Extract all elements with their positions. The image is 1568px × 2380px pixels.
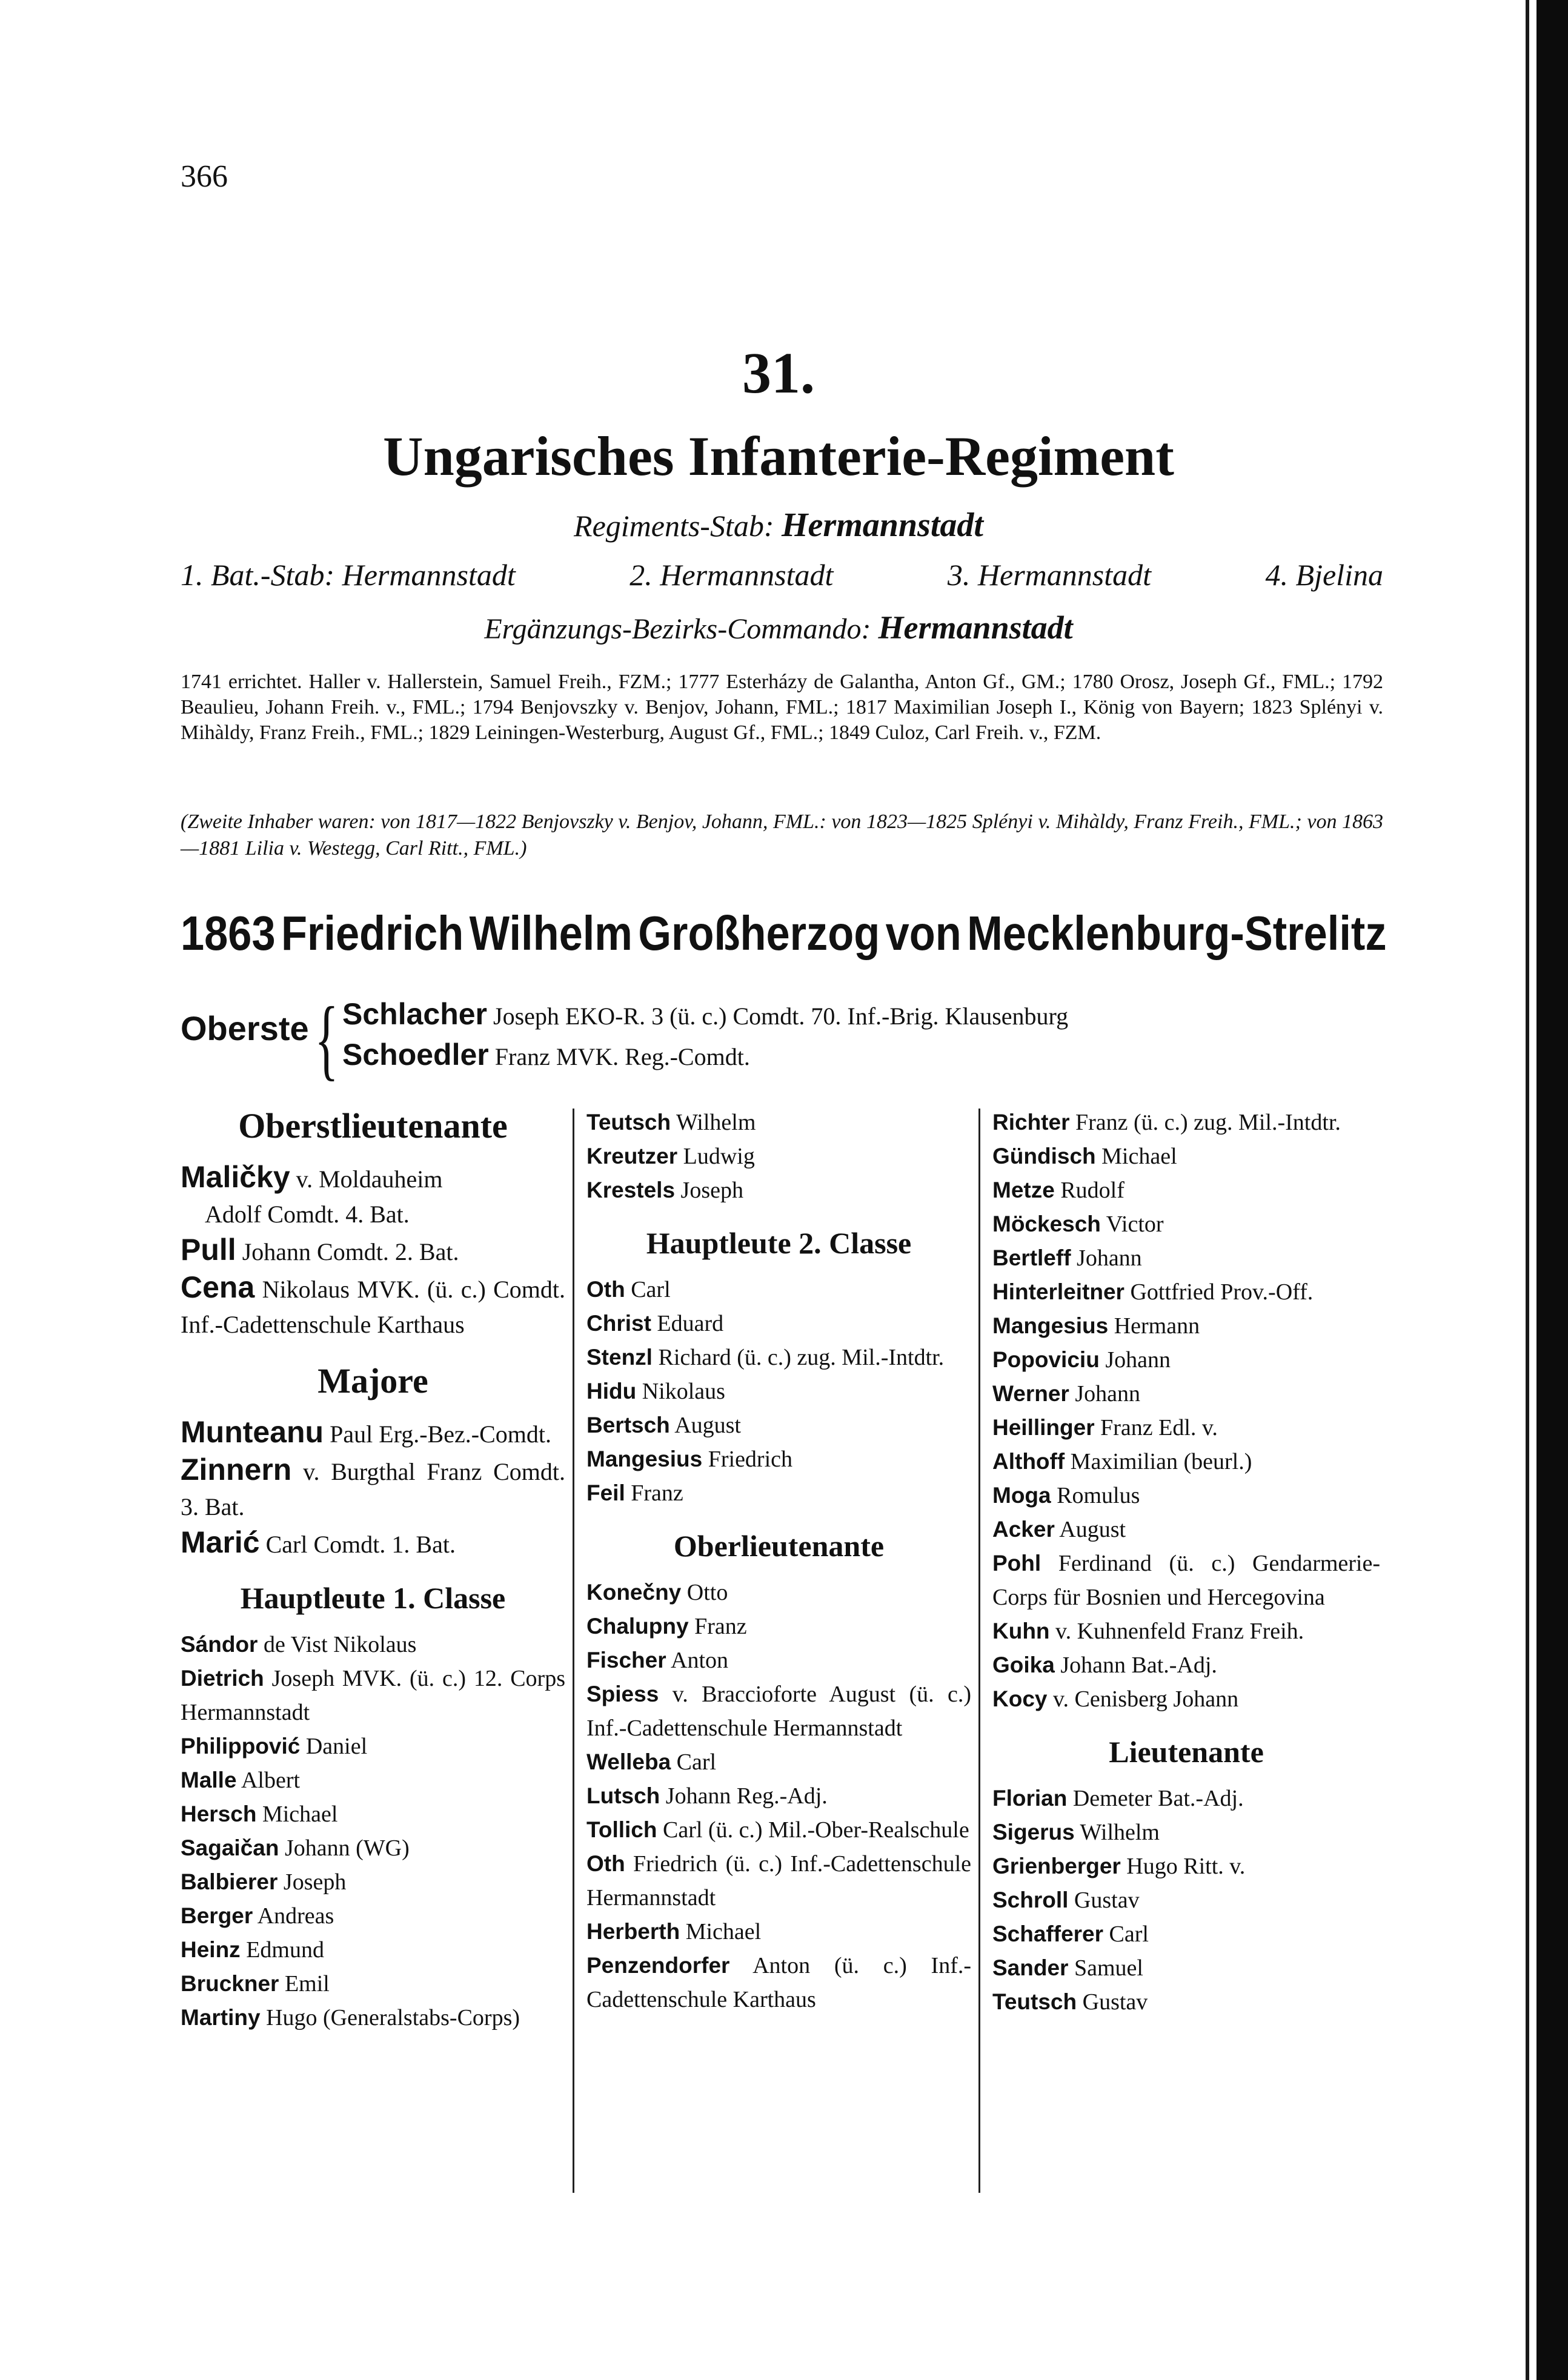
roster-entry (586, 1139, 971, 1173)
officer-surname: Richter (992, 1110, 1070, 1135)
officer-surname: Mangesius (992, 1313, 1109, 1338)
officer-details: Demeter Bat.-Adj. (1072, 1786, 1244, 1811)
officer-details: Wilhelm (676, 1110, 756, 1135)
roster-entry (992, 1782, 1380, 1815)
officer-details: Franz Edl. v. (1100, 1415, 1218, 1440)
officer-surname: Teutsch (586, 1110, 671, 1135)
roster-entry (586, 1341, 971, 1374)
officer-surname: Florian (992, 1786, 1068, 1811)
officer-surname: Kocy (992, 1686, 1048, 1711)
roster-entry (992, 1241, 1380, 1275)
officer-details: August (674, 1413, 741, 1438)
officer-details: Victor (1106, 1212, 1164, 1237)
section-heading: Majore (317, 1361, 428, 1400)
oberste-label: Oberste (181, 1009, 309, 1047)
roster-entry (992, 1377, 1380, 1411)
officer-details: Eduard (657, 1311, 724, 1336)
officer-details: Anton (671, 1648, 729, 1673)
officer-details: Michael (1101, 1144, 1177, 1169)
roster-entry (181, 1662, 565, 1729)
officer-details: Joseph MVK. (ü. c.) 12. Corps Hermannstadt (181, 1666, 565, 1725)
officer-details: Carl (1109, 1921, 1149, 1947)
owner-word: 1863 (181, 906, 276, 960)
roster-column-3 (992, 1105, 1380, 2019)
officer-surname: Malle (181, 1768, 237, 1792)
column-divider (978, 1109, 980, 2193)
officer-details: v. Cenisberg Johann (1052, 1686, 1239, 1712)
officer-surname: Grienberger (992, 1854, 1121, 1878)
officer-surname: Goika (992, 1652, 1055, 1677)
roster-entry (586, 1677, 971, 1745)
roster-entry (992, 1139, 1380, 1173)
officer-details: Carl Comdt. 1. Bat. (265, 1531, 456, 1558)
roster-entry (992, 1917, 1380, 1951)
officer-details: Nikolaus MVK. (ü. c.) Comdt. Inf.-Cadettenschule Karthaus (181, 1276, 566, 1338)
officer-surname: Maličky (181, 1160, 290, 1194)
officer-surname: Konečny (586, 1580, 682, 1605)
page-edge-border (1536, 0, 1568, 2380)
officer-surname: Teutsch (992, 1989, 1077, 2014)
officer-surname: Moga (992, 1483, 1051, 1508)
officer-surname: Althoff (992, 1449, 1065, 1474)
regiment-owner (181, 906, 1387, 961)
roster-entry (992, 1682, 1380, 1716)
officer-surname: Bruckner (181, 1971, 279, 1996)
officer-surname: Berger (181, 1903, 253, 1928)
officer-surname: Metze (992, 1178, 1055, 1202)
officer-surname: Sagaičan (181, 1835, 279, 1860)
battalion-stations (181, 557, 1383, 592)
officer-surname: Popoviciu (992, 1347, 1100, 1372)
officer-surname: Krestels (586, 1178, 676, 1202)
ergaenzung-label: Ergänzungs-Bezirks-Commando: (484, 613, 871, 645)
roster-entry (586, 1915, 971, 1949)
officer-details: Hermann (1114, 1313, 1200, 1339)
section-heading: Hauptleute 1. Classe (240, 1581, 506, 1615)
roster-entry (181, 1159, 565, 1232)
officer-surname: Welleba (586, 1749, 671, 1774)
officer-surname: Kuhn (992, 1619, 1050, 1643)
roster-entry (992, 1815, 1380, 1849)
officer-details: Hugo (Generalstabs-Corps) (266, 2005, 520, 2030)
officer-details: Johann (1075, 1381, 1140, 1407)
officer-details: Carl (676, 1749, 717, 1775)
officer-surname: Bertleff (992, 1245, 1071, 1270)
officer-surname: Feil (586, 1480, 625, 1505)
officer-surname: Cena (181, 1270, 255, 1304)
section-heading: Oberlieutenante (673, 1529, 885, 1563)
officer-surname: Schafferer (992, 1921, 1104, 1946)
officer-surname: Pohl (992, 1551, 1041, 1576)
officer-surname: Heinz (181, 1937, 241, 1962)
officer-surname: Dietrich (181, 1666, 264, 1691)
officer-surname: Zinnern (181, 1453, 292, 1487)
officer-surname: Werner (992, 1381, 1069, 1406)
officer-surname: Chalupny (586, 1614, 689, 1639)
officer-surname: Pull (181, 1233, 236, 1267)
roster-entry (992, 1105, 1380, 1139)
officer-details: de Vist Nikolaus (263, 1632, 417, 1657)
officer-surname: Kreutzer (586, 1144, 678, 1168)
roster-entry (586, 1949, 971, 2017)
roster-entry (992, 1883, 1380, 1917)
roster-entry (586, 1779, 971, 1813)
column-divider (573, 1109, 574, 2193)
officer-details: Ludwig (683, 1144, 755, 1169)
officer-surname: Sigerus (992, 1820, 1075, 1845)
officer-details: Albert (241, 1768, 301, 1793)
battalion-1: 1. Bat.-Stab: Hermannstadt (181, 558, 516, 592)
officer-details: Carl (ü. c.) Mil.-Ober-Realschule (662, 1817, 969, 1843)
roster-entry (586, 1173, 971, 1207)
roster-entry (586, 1442, 971, 1476)
brace-symbol: { (314, 989, 339, 1089)
roster-entry (992, 1951, 1380, 1985)
oberst-name: Schoedler (342, 1038, 489, 1072)
officer-details: Hugo Ritt. v. (1126, 1854, 1246, 1879)
roster-entry (586, 1273, 971, 1307)
roster-entry (181, 1797, 565, 1831)
page-edge-line (1526, 0, 1529, 2380)
roster-entry (992, 1445, 1380, 1479)
regiments-stab-place: Hermannstadt (782, 506, 983, 544)
officer-details: Daniel (305, 1734, 368, 1759)
roster-entry (586, 1476, 971, 1510)
roster-entry (992, 1207, 1380, 1241)
officer-surname: Marić (181, 1525, 260, 1559)
officer-details: Samuel (1074, 1955, 1143, 1981)
roster-entry (586, 1813, 971, 1847)
oberst-detail: Franz MVK. Reg.-Comdt. (494, 1043, 750, 1070)
oberst-name: Schlacher (342, 997, 488, 1031)
officer-surname: Spiess (586, 1682, 659, 1706)
roster-entry (181, 1270, 565, 1342)
owner-word: Großherzog (638, 906, 880, 960)
ergaenzung-place: Hermannstadt (878, 609, 1073, 646)
officer-details: Emil (284, 1971, 330, 1997)
officer-surname: Hidu (586, 1379, 637, 1404)
roster-entry (992, 1546, 1380, 1614)
officer-surname: Hinterleitner (992, 1279, 1125, 1304)
officer-surname: Munteanu (181, 1415, 324, 1449)
roster-entry (181, 1899, 565, 1933)
officer-details: Franz (631, 1480, 683, 1506)
roster-entry (181, 1232, 565, 1270)
officer-surname: Hersch (181, 1802, 257, 1826)
officer-details: Carl (631, 1277, 671, 1302)
roster-entry (992, 1849, 1380, 1883)
officer-surname: Fischer (586, 1648, 666, 1672)
roster-entry (586, 1576, 971, 1609)
section-heading: Hauptleute 2. Classe (646, 1226, 912, 1260)
roster-entry (992, 1985, 1380, 2019)
officer-details: v. Braccioforte August (ü. c.) Inf.-Cadettenschule Hermannstadt (586, 1682, 971, 1741)
officer-details: Friedrich (708, 1447, 793, 1472)
officer-details: Wilhelm (1080, 1820, 1160, 1845)
roster-entry (992, 1513, 1380, 1546)
regiments-stab-label: Regiments-Stab: (574, 509, 774, 543)
officer-details: Nikolaus (642, 1379, 725, 1404)
officer-details: Johann (WG) (284, 1835, 410, 1861)
ergaenzungs-commando (176, 609, 1381, 646)
battalion-4: 4. Bjelina (1265, 558, 1383, 592)
regiment-title: Ungarisches Infanterie-Regiment (383, 425, 1174, 487)
officer-details: Paul Erg.-Bez.-Comdt. (330, 1420, 551, 1448)
roster-entry (992, 1648, 1380, 1682)
officer-details: Gustav (1074, 1888, 1140, 1913)
officer-surname: Sander (992, 1955, 1069, 1980)
officer-details: Richard (ü. c.) zug. Mil.-Intdtr. (658, 1345, 945, 1370)
regiment-number: 31. (742, 340, 815, 405)
officer-surname: Stenzl (586, 1345, 653, 1370)
officer-details: v. Kuhnenfeld Franz Freih. (1055, 1619, 1304, 1644)
roster-column-1 (181, 1105, 565, 2035)
officer-surname: Mangesius (586, 1447, 703, 1471)
roster-column-2 (586, 1105, 971, 2017)
officer-details: Friedrich (ü. c.) Inf.-Cadettenschule Hermannstadt (586, 1851, 971, 1911)
owner-word: von (885, 906, 962, 960)
officer-details: Otto (686, 1580, 728, 1605)
officer-details: Rudolf (1060, 1178, 1125, 1203)
roster-entry (992, 1411, 1380, 1445)
officer-details: Johann Reg.-Adj. (665, 1783, 828, 1809)
roster-entry (586, 1374, 971, 1408)
officer-surname: Sándor (181, 1632, 258, 1657)
roster-entry (181, 1831, 565, 1865)
roster-entry (992, 1309, 1380, 1343)
oberst-row (342, 996, 1068, 1032)
officer-surname: Philippović (181, 1734, 301, 1758)
roster-entry (181, 1729, 565, 1763)
roster-entry (181, 1933, 565, 1967)
owner-word: Wilhelm (469, 906, 633, 960)
battalion-3: 3. Hermannstadt (947, 558, 1152, 592)
roster-entry (992, 1173, 1380, 1207)
section-heading: Lieutenante (1109, 1735, 1264, 1769)
officer-surname: Balbierer (181, 1869, 278, 1894)
officer-surname: Christ (586, 1311, 651, 1336)
officer-surname: Lutsch (586, 1783, 660, 1808)
officer-surname: Möckesch (992, 1212, 1101, 1236)
regiment-history: 1741 errichtet. Haller v. Hallerstein, Samuel Freih., FZM.; 1777 Esterházy de Galantha, Anton Gf., GM.; 1780 Orosz, Joseph Gf., FML.; 1792 Beaulieu, Johann Freih. v., FML.; 1794 Benjovszky v. Benjov, Johann, FML.; 1817 Maximilian Joseph I., König von Bayern; 1823 Splényi v. Mihàldy, Franz Freih., FML.; 1829 Leiningen-Westerburg, August Gf., FML.; 1849 Culoz, Carl Freih. v., FZM. (181, 671, 1383, 744)
roster-entry (586, 1643, 971, 1677)
roster-entry (181, 1865, 565, 1899)
roster-entry (181, 1628, 565, 1662)
officer-surname: Acker (992, 1517, 1055, 1542)
oberst-row (342, 1037, 750, 1072)
roster-entry (992, 1343, 1380, 1377)
roster-entry (181, 2001, 565, 2035)
officer-surname: Martiny (181, 2005, 261, 2030)
roster-entry (181, 1967, 565, 2001)
officer-details: Franz (694, 1614, 747, 1639)
officer-details: Michael (262, 1802, 338, 1827)
officer-details: Michael (685, 1919, 762, 1944)
officer-details: Franz (ü. c.) zug. Mil.-Intdtr. (1075, 1110, 1341, 1135)
roster-entry (586, 1847, 971, 1915)
officer-details: Edmund (246, 1937, 324, 1963)
officer-surname: Oth (586, 1277, 625, 1302)
officer-surname: Schroll (992, 1888, 1069, 1912)
owner-word: Friedrich (281, 906, 464, 960)
officer-surname: Herberth (586, 1919, 680, 1944)
officer-details: Maximilian (beurl.) (1070, 1449, 1252, 1474)
roster-entry (586, 1609, 971, 1643)
second-owners: (Zweite Inhaber waren: von 1817—1822 Benjovszky v. Benjov, Johann, FML.: von 1823—1825 Splényi v. Mihàldy, Franz Freih., FML.; von 1863—1881 Lilia v. Westegg, Carl Ritt., FML.) (181, 810, 1383, 860)
officer-details: Gustav (1082, 1989, 1148, 2015)
roster-entry (181, 1452, 565, 1525)
roster-entry (992, 1479, 1380, 1513)
battalion-2: 2. Hermannstadt (630, 558, 834, 592)
section-heading: Oberstlieutenante (238, 1106, 508, 1145)
officer-details: Ferdinand (ü. c.) Gendarmerie-Corps für Bosnien und Hercegovina (992, 1551, 1380, 1610)
roster-entry (992, 1275, 1380, 1309)
roster-entry (586, 1307, 971, 1341)
officer-surname: Bertsch (586, 1413, 670, 1437)
page-number: 366 (181, 159, 228, 194)
officer-details: Romulus (1057, 1483, 1140, 1508)
officer-details: Johann Comdt. 2. Bat. (242, 1238, 459, 1265)
officer-details: Andreas (257, 1903, 334, 1929)
officer-details: Joseph (283, 1869, 347, 1895)
officer-details: Johann (1105, 1347, 1171, 1373)
roster-entry (992, 1614, 1380, 1648)
officer-details: Gottfried Prov.-Off. (1130, 1279, 1314, 1305)
officer-details: v. Moldauheim (296, 1165, 443, 1193)
owner-word: Mecklenburg-Strelitz (967, 906, 1387, 960)
roster-entry (181, 1414, 565, 1452)
regiments-stab (176, 506, 1381, 545)
officer-details: Johann (1077, 1245, 1142, 1271)
officer-surname: Heillinger (992, 1415, 1095, 1440)
roster-entry (181, 1763, 565, 1797)
officer-surname: Oth (586, 1851, 625, 1876)
roster-entry (586, 1408, 971, 1442)
officer-surname: Tollich (586, 1817, 657, 1842)
roster-entry (586, 1745, 971, 1779)
oberst-detail: Joseph EKO-R. 3 (ü. c.) Comdt. 70. Inf.-Brig. Klausenburg (493, 1003, 1069, 1030)
roster-entry (586, 1105, 971, 1139)
officer-details: Anton (ü. c.) Inf.-Cadettenschule Karthaus (586, 1953, 972, 2012)
officer-details: v. Burgthal Franz Comdt. 3. Bat. (181, 1458, 566, 1520)
roster-entry (181, 1525, 565, 1562)
officer-details: Joseph (680, 1178, 743, 1203)
officer-surname: Gündisch (992, 1144, 1096, 1168)
officer-details: August (1059, 1517, 1126, 1542)
officer-details: Johann Bat.-Adj. (1060, 1652, 1217, 1678)
officer-extra: Adolf Comdt. 4. Bat. (205, 1201, 410, 1228)
officer-surname: Penzendorfer (586, 1953, 730, 1978)
